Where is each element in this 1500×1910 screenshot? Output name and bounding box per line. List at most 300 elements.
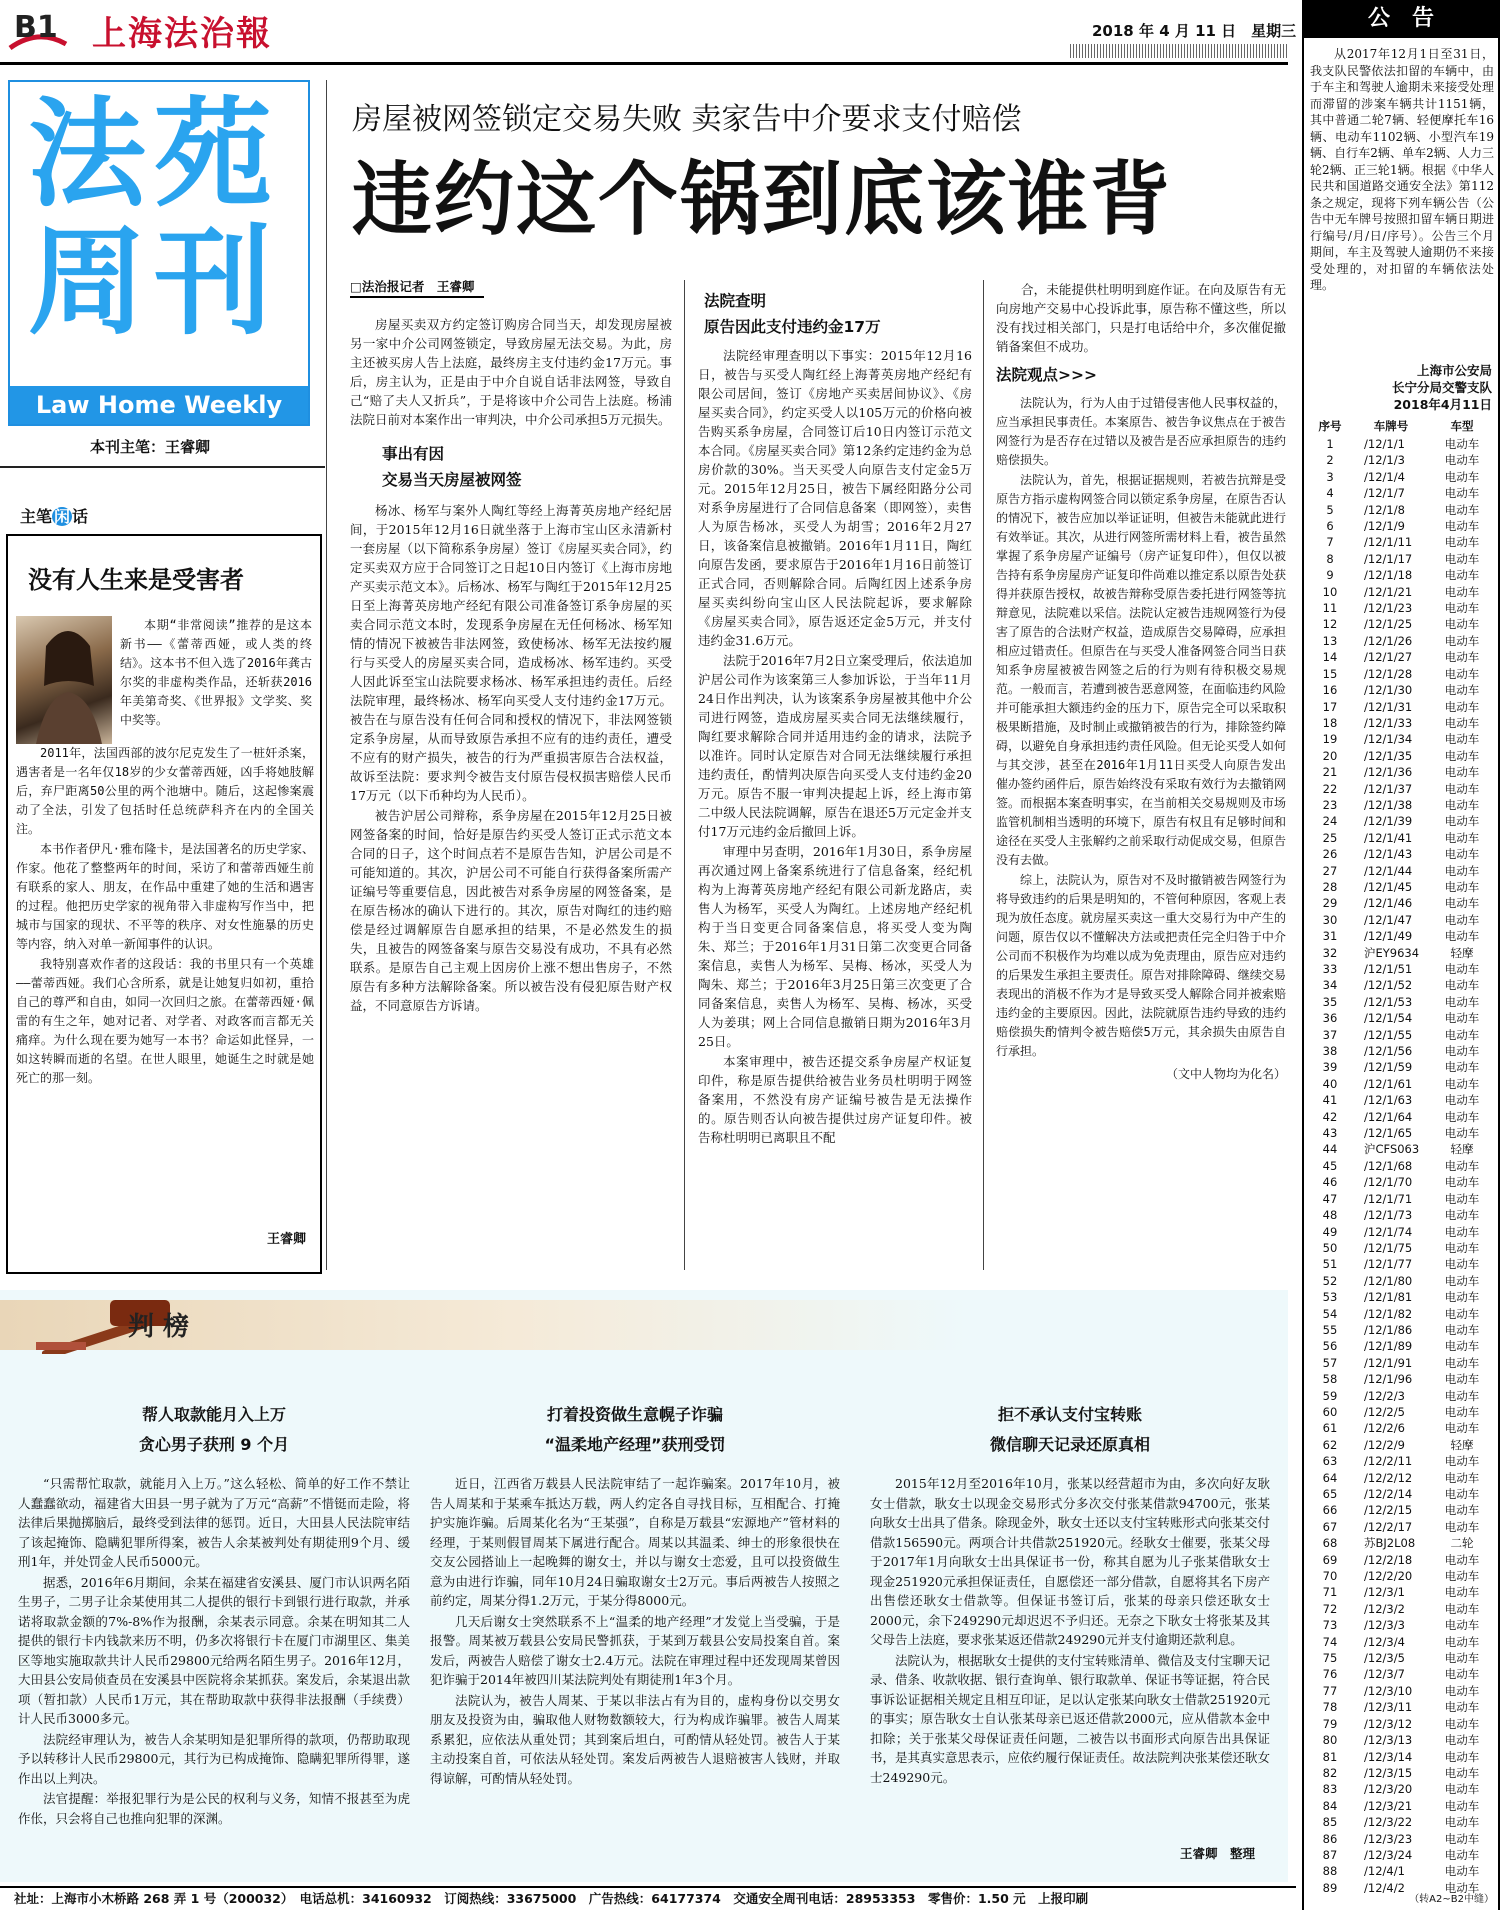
row-plate: /12/1/55: [1364, 1027, 1413, 1042]
row-plate: /12/3/10: [1364, 1683, 1413, 1698]
row-plate: /12/2/20: [1364, 1569, 1413, 1584]
row-type: 电动车: [1444, 1404, 1480, 1419]
row-no: 79: [1322, 1716, 1338, 1731]
sec1-head2: 交易当天房屋被网签: [382, 471, 522, 489]
row-plate: /12/1/86: [1364, 1322, 1413, 1337]
row-type: 轻摩: [1450, 1437, 1474, 1452]
row-plate: /12/1/49: [1364, 929, 1413, 944]
row-no: 31: [1322, 929, 1338, 944]
row-no: 65: [1322, 1487, 1338, 1501]
row-no: 55: [1322, 1322, 1338, 1337]
plate-row: [1310, 699, 1492, 715]
row-plate: /12/3/15: [1364, 1765, 1413, 1780]
row-plate: /12/1/3: [1364, 453, 1405, 468]
plate-row: [1310, 1420, 1492, 1436]
row-plate: /12/1/71: [1364, 1191, 1413, 1206]
row-type: 电动车: [1444, 1733, 1480, 1748]
main-col-2: [698, 288, 972, 1270]
plate-row: [1310, 928, 1492, 944]
row-type: 电动车: [1444, 535, 1480, 550]
row-plate: /12/1/63: [1364, 1093, 1413, 1108]
row-type: 电动车: [1444, 1487, 1480, 1501]
plate-row: [1310, 616, 1492, 632]
row-plate: /12/4/1: [1364, 1864, 1405, 1879]
row-no: 26: [1322, 847, 1338, 862]
plate-row: [1310, 1470, 1492, 1486]
plate-row: [1310, 1601, 1492, 1617]
byline-text: 法治报记者 王睿卿: [361, 279, 475, 294]
case-head2: 微信聊天记录还原真相: [989, 1435, 1150, 1454]
row-type: 电动车: [1444, 830, 1480, 845]
row-no: 67: [1322, 1519, 1338, 1534]
row-no: 66: [1322, 1503, 1338, 1518]
row-plate: /12/1/17: [1364, 551, 1413, 566]
row-plate: /12/1/82: [1364, 1306, 1413, 1321]
row-plate: /12/3/3: [1364, 1618, 1405, 1633]
plate-row: [1310, 1306, 1492, 1322]
row-no: 59: [1322, 1388, 1338, 1403]
row-plate: /12/1/70: [1364, 1175, 1413, 1190]
paragraph: 被告沪居公司辩称，系争房屋在2015年12月25日被网签备案的时间，恰好是原告约买受人签订正式示范文本合同的日子，这个时间点若不是原告告知，沪居公司是不可能知道的。其次，沪居公司不可能自行获得备案所需产证编号等重要信息，因此被告对系争房屋的网签备案，是在原告杨冰的确认下进行的。其次，原告对陶红的违约赔偿是经过调解原告自愿承担的结果，不是必然发生的损失，且被告的网签备案与原告交易没有成功，不具有必然联系。是原告自己主观上因房价上涨不想出售房子，不然原告有多种方法解除备案。所以被告没有侵犯原告财产权益，不同意原告方诉请。: [350, 808, 672, 1013]
row-plate: /12/1/44: [1364, 863, 1413, 878]
page-code-badge: [8, 8, 68, 56]
row-no: 5: [1326, 502, 1334, 517]
case-2: [430, 1400, 840, 1860]
paragraph: 法官提醒：举报犯罪行为是公民的权利与义务，知情不报甚至为虎作伥，只会将自己也推向犯罪的深渊。: [18, 1791, 410, 1826]
row-type: 电动车: [1444, 1076, 1480, 1091]
row-type: 电动车: [1444, 1815, 1480, 1830]
plate-row: [1310, 764, 1492, 780]
row-no: 58: [1322, 1372, 1338, 1387]
plate-row: [1310, 518, 1492, 534]
row-plate: /12/1/36: [1364, 765, 1413, 780]
paragraph: 据悉，2016年6月期间，余某在福建省安溪县、厦门市认识两名陌生男子，二男子让余某使用其二人提供的银行卡到银行进行取款，并承诺将取款金额的7%-8%作为报酬，余某表示同意。余某在明知其二人提供的银行卡内钱款来历不明，仍多次将银行卡在厦门市湖里区、集美区等地实施取款共计人民币29800元给两名陌生男子。2016年12月，大田县公安局侦查员在安溪县中医院将余某抓获。案发后，余某退出款项（暂扣款）人民币1万元，其在帮助取款中获得非法报酬（手续费）计人民币3000多元。: [18, 1574, 410, 1726]
plate-row: [1310, 1059, 1492, 1075]
plate-row: [1310, 1256, 1492, 1272]
plate-row: [1310, 1666, 1492, 1682]
plate-row: [1310, 551, 1492, 567]
row-no: 54: [1322, 1306, 1338, 1321]
paragraph: 综上，法院认为，原告对不及时撤销被告网签行为将导致违约的后果是明知的，不管何种原因，客观上表现为放任态度。就房屋买卖这一重大交易行为中产生的问题，原告仅以不懂解决方法或把责任完全归咎于中介公司而不积极作为均难以成为免责理由，原告应对违约的后果发生承担主要责任。原告对排除障碍、继续交易表现出的消极不作为才是导致买受人解除合同并被索赔违约金的主要原因。因此，法院就原告违约导致的违约赔偿损失酌情判令被告赔偿5万元，其余损失由原告自行承担。: [996, 873, 1286, 1058]
row-type: 电动车: [1444, 1388, 1480, 1403]
row-no: 75: [1322, 1651, 1338, 1666]
row-plate: /12/1/59: [1364, 1060, 1413, 1075]
paper-name: 上海法治報: [92, 14, 272, 54]
plate-row: [1310, 452, 1492, 468]
paragraph: 法院认为，根据耿女士提供的支付宝转账清单、微信及支付宝聊天记录、借条、收款收据、银行查询单、银行取款单、保证书等证据，符合民事诉讼证据相关规定且相互印证，足以认定张某向耿女士借款251920元的事实；原告耿女士自认张某母亲已返还借款2000元，应从借款本金中扣除；关于张某父母保证责任问题，二被告以书面形式向原告出具保证书，是其真实意思表示，应依约履行保证责任。故法院判决张某偿还耿女士249290元。: [870, 1652, 1270, 1785]
row-no: 80: [1322, 1733, 1338, 1748]
main-byline: [350, 278, 484, 298]
row-no: 82: [1322, 1765, 1338, 1780]
row-type: 电动车: [1444, 1224, 1480, 1239]
plate-row: [1310, 1584, 1492, 1600]
plate-row: [1310, 1027, 1492, 1043]
page-header: [0, 0, 1300, 62]
case-head1: 帮人取款能月入上万: [141, 1405, 286, 1424]
plate-table-wrap: [1310, 416, 1492, 1896]
row-type: 电动车: [1444, 650, 1480, 665]
row-no: 9: [1326, 568, 1334, 583]
row-plate: /12/1/8: [1364, 502, 1405, 517]
plate-row: [1310, 1224, 1492, 1240]
row-plate: /12/3/1: [1364, 1585, 1405, 1600]
plate-row: [1310, 1814, 1492, 1830]
row-type: 电动车: [1444, 1060, 1480, 1075]
plate-row: [1310, 1749, 1492, 1765]
plate-row: [1310, 813, 1492, 829]
row-no: 19: [1322, 732, 1338, 747]
row-type: 电动车: [1444, 879, 1480, 894]
row-type: 电动车: [1444, 1273, 1480, 1288]
row-type: 电动车: [1444, 1158, 1480, 1173]
row-no: 49: [1322, 1224, 1338, 1239]
row-plate: /12/1/89: [1364, 1339, 1413, 1354]
column-photo: [16, 616, 112, 744]
row-type: 电动车: [1444, 847, 1480, 862]
row-type: 轻摩: [1450, 1142, 1474, 1157]
plate-row: [1310, 1765, 1492, 1781]
plate-row: [1310, 600, 1492, 616]
main-col3-lead: [996, 280, 1286, 356]
notice-sign-2: 长宁分局交警支队: [1391, 380, 1492, 395]
row-plate: /12/1/43: [1364, 847, 1413, 862]
row-plate: /12/1/75: [1364, 1240, 1413, 1255]
row-plate: /12/1/27: [1364, 650, 1413, 665]
row-no: 68: [1322, 1536, 1338, 1551]
row-no: 81: [1322, 1749, 1338, 1764]
row-no: 14: [1322, 650, 1338, 665]
row-no: 23: [1322, 797, 1338, 812]
row-plate: /12/2/14: [1364, 1487, 1413, 1501]
row-plate: /12/1/54: [1364, 1011, 1413, 1026]
plate-row: [1310, 1519, 1492, 1535]
column-body: [16, 744, 314, 1220]
masthead-english: Law Home Weekly: [10, 386, 308, 424]
row-no: 53: [1322, 1290, 1338, 1305]
row-no: 76: [1322, 1667, 1338, 1682]
paragraph: 我特别喜欢作者的这段话：我的书里只有一个英雄——蕾蒂西娅。我们心含所系，就是让她复归如初，重拾自己的尊严和自由，如同一次回归之旅。在蕾蒂西娅·佩雷的有生之年，她对记者、对学者、对政客而言都无关痛痒。为什么现在要为她写一本书？命运如此怪异，一如这转瞬而逝的名望。在世人眼里，她诞生之时就是她死亡的那一刻。: [16, 957, 314, 1085]
row-no: 33: [1322, 962, 1338, 976]
plate-row: [1310, 1092, 1492, 1108]
row-no: 62: [1322, 1437, 1338, 1452]
plate-row: [1310, 977, 1492, 993]
col-rule-a: [326, 80, 327, 1270]
row-plate: /12/1/4: [1364, 469, 1405, 484]
row-type: 电动车: [1444, 633, 1480, 648]
row-plate: /12/1/64: [1364, 1109, 1413, 1124]
page-footer: [0, 1886, 1296, 1910]
page-code: B1: [14, 10, 58, 45]
row-type: 电动车: [1444, 765, 1480, 780]
row-plate: /12/1/25: [1364, 617, 1413, 632]
paragraph: 法院认为，行为人由于过错侵害他人民事权益的，应当承担民事责任。本案原告、被告争议焦点在于被告网签行为是否存在过错以及被告是否应承担原告的违约赔偿损失。: [996, 396, 1286, 467]
row-no: 37: [1322, 1027, 1338, 1042]
plate-row: [1310, 895, 1492, 911]
row-no: 15: [1322, 666, 1338, 681]
verdict-label: 判 榜: [128, 1312, 190, 1342]
row-no: 27: [1322, 863, 1338, 878]
row-type: 电动车: [1444, 584, 1480, 599]
row-type: 电动车: [1444, 1601, 1480, 1616]
row-no: 44: [1322, 1142, 1338, 1157]
row-plate: /12/2/6: [1364, 1421, 1405, 1436]
row-plate: /12/1/28: [1364, 666, 1413, 681]
plate-row: [1310, 1141, 1492, 1157]
row-plate: /12/2/17: [1364, 1519, 1413, 1534]
main-col3-body: [996, 394, 1286, 1061]
notice-sign: [1310, 362, 1492, 413]
case-3: [870, 1400, 1270, 1840]
row-type: 电动车: [1444, 1027, 1480, 1042]
plate-row: [1310, 1125, 1492, 1141]
plate-row: [1310, 1076, 1492, 1092]
row-plate: /12/1/7: [1364, 486, 1405, 501]
plate-row: [1310, 1634, 1492, 1650]
masthead-rule: [0, 466, 325, 468]
row-no: 39: [1322, 1060, 1338, 1075]
row-plate: /12/1/38: [1364, 797, 1413, 812]
row-no: 88: [1322, 1864, 1338, 1879]
column-para-top: 本期“非常阅读”推荐的是这本新书——《蕾蒂西娅，或人类的终结》。这本书不但入选了2016年龚古尔奖的非虚构类作品，还斩获2016年美第奇奖、《世界报》文学奖、奖中奖等。: [120, 618, 312, 727]
row-type: 二轮: [1450, 1536, 1474, 1551]
plate-row: [1310, 502, 1492, 518]
row-type: 电动车: [1444, 683, 1480, 698]
row-no: 84: [1322, 1798, 1338, 1813]
row-type: 电动车: [1444, 568, 1480, 583]
column-title: 没有人生来是受害者: [28, 566, 244, 594]
plate-row: [1310, 584, 1492, 600]
row-type: 电动车: [1444, 732, 1480, 747]
row-plate: /12/3/14: [1364, 1749, 1413, 1764]
paragraph: 近日，江西省万载县人民法院审结了一起诈骗案。2017年10月，被告人周某和于某乘车抵达万载，两人约定各自寻找目标，互相配合、打掩护实施诈骗。后周某化名为“王某强”，自称是万载县“宏源地产”管材料的经理，于某则假冒周某下属进行配合。周某以其温柔、绅士的形象很快在交友公园搭讪上一起晚舞的谢女士，并以与谢女士恋爱，且可以投资做生意为由进行诈骗，同年10月24日骗取谢女士2万元。事后两被告人按照之前约定，周某分得1.2万元，于某分得8000元。: [430, 1476, 840, 1608]
row-no: 87: [1322, 1847, 1338, 1862]
plate-row: [1310, 1552, 1492, 1568]
verdict-section: [0, 1290, 1288, 1882]
plate-row: [1310, 1158, 1492, 1174]
plate-row: [1310, 682, 1492, 698]
row-type: 电动车: [1444, 1126, 1480, 1141]
row-no: 50: [1322, 1240, 1338, 1255]
row-no: 78: [1322, 1700, 1338, 1715]
plate-row: [1310, 1535, 1492, 1551]
paragraph: 审理中另查明，2016年1月30日，系争房屋再次通过网上备案系统进行了信息备案，经纪机构为上海菁英房地产经纪有限公司新龙路店，卖售人为杨军，买受人为陶红。上述房地产经纪机构于当日变更合同备案信息，将买受人变为陶朱、郑兰；于2016年1月31日第二次变更合同备案信息，卖售人为杨军、吴梅、杨冰，买受人为陶朱、郑兰；于2016年3月25日第三次变更了合同备案信息，卖售人为杨军、吴梅、杨冰，买受人为姜琪；网上合同信息撤销日期为2016年3月25日。: [698, 844, 972, 1049]
row-type: 电动车: [1444, 1011, 1480, 1026]
row-plate: /12/1/46: [1364, 896, 1413, 911]
row-plate: /12/2/18: [1364, 1552, 1413, 1567]
row-type: 电动车: [1444, 699, 1480, 714]
row-type: 电动车: [1444, 1552, 1480, 1567]
row-type: 电动车: [1444, 666, 1480, 681]
paragraph: 2015年12月至2016年10月，张某以经营超市为由，多次向好友耿女士借款，耿女士以现金交易形式分多次交付张某借款94700元，张某向耿女士出具了借条。除现金外，耿女士还以支付宝转账形式向张某交付借款156590元。两项合计共借款251920元。经耿女士催要，张某父母于2017年1月向耿女士出具保证书一份，称其自愿为儿子张某借耿女士现金251920元承担保证责任，自愿偿还一部分借款，自愿将其名下房产出售偿还耿女士借款等。但保证书签订后，张某的母亲只偿还耿女士2000元，余下249290元却迟迟不予归还。无奈之下耿女士将张某及其父母告上法庭，要求张某返还借款249290元并支付逾期还款利息。: [870, 1476, 1270, 1647]
plate-row: [1310, 961, 1492, 977]
row-no: 69: [1322, 1552, 1338, 1567]
footer-text: 社址：上海市小木桥路 268 弄 1 号（200032） 电话总机：34160932 订阅热线：33675000 广告热线：64177374 交通安全周刊电话：28953353 零售价：1.50 元 上报印刷: [14, 1891, 1089, 1906]
plate-row: [1310, 1486, 1492, 1502]
row-no: 38: [1322, 1044, 1338, 1059]
row-plate: /12/1/65: [1364, 1126, 1413, 1141]
paragraph: 法院于2016年7月2日立案受理后，依法追加沪居公司作为该案第三人参加诉讼，于当年11月24日作出判决，认为该案系争房屋被其他中介公司进行网签，造成房屋买卖合同无法继续履行，陶红要求解除合同并适用违约金的请求，法院予以准许。同时认定原告对合同无法继续履行承担违约责任，酌情判决原告向买受人支付违约金20万元。原告不服一审判决提起上诉，经上海市第二中级人民法院调解，原告在退还5万元定金并支付17万元违约金后撤回上诉。: [698, 653, 972, 839]
row-type: 电动车: [1444, 1339, 1480, 1354]
masthead-title-1: 法苑: [28, 85, 281, 223]
col-rule-b: [684, 280, 685, 1270]
plate-row: [1310, 1109, 1492, 1125]
row-no: 10: [1322, 584, 1338, 599]
plate-row: [1310, 1781, 1492, 1797]
row-no: 13: [1322, 633, 1338, 648]
row-no: 77: [1322, 1683, 1338, 1698]
row-type: 电动车: [1444, 748, 1480, 763]
row-type: 电动车: [1444, 1749, 1480, 1764]
row-plate: /12/1/30: [1364, 683, 1413, 698]
row-no: 48: [1322, 1208, 1338, 1223]
row-plate: /12/2/5: [1364, 1404, 1405, 1419]
row-type: 电动车: [1444, 715, 1480, 730]
row-no: 63: [1322, 1454, 1338, 1469]
paragraph: 房屋买卖双方约定签订购房合同当天，却发现房屋被另一家中介公司网签锁定，导致房屋无法交易。为此，房主还被买房人告上法庭，最终房主支付违约金17万元。事后，房主认为，正是由于中介自说自话非法网签，导致自己“赔了夫人又折兵”，于是将该中介公司告上法庭。杨浦法院日前对本案作出一审判决，中介公司承担5万元损失。: [350, 317, 672, 427]
row-type: 电动车: [1444, 1044, 1480, 1059]
row-plate: /12/1/91: [1364, 1355, 1413, 1370]
row-no: 24: [1322, 814, 1338, 829]
paragraph: 几天后谢女士突然联系不上“温柔的地产经理”才发觉上当受骗，于是报警。周某被万载县公安局民警抓获，于某到万载县公安局投案自首。案发后，两被告人赔偿了谢女士2.4万元。法院在审理过程中还发现周某曾因犯诈骗于2014年被四川某法院判处有期徒刑1年3个月。: [430, 1613, 840, 1687]
row-type: 电动车: [1444, 1667, 1480, 1682]
row-type: 电动车: [1444, 1109, 1480, 1124]
plate-row: [1310, 1502, 1492, 1518]
row-plate: /12/3/13: [1364, 1733, 1413, 1748]
row-plate: /12/1/1: [1364, 437, 1405, 451]
column-top-text: [120, 616, 312, 746]
plate-row: [1310, 436, 1492, 452]
row-no: 35: [1322, 994, 1338, 1009]
plate-row: [1310, 1716, 1492, 1732]
col-plate-header: 车牌号: [1373, 419, 1409, 433]
row-plate: /12/3/24: [1364, 1847, 1413, 1862]
plate-row: [1310, 781, 1492, 797]
notice-body: [1310, 46, 1494, 406]
paragraph: 杨冰、杨军与案外人陶红等经上海菁英房地产经纪居间，于2015年12月16日就坐落于上海市宝山区永清新村一套房屋（以下简称系争房屋）签订《房屋买卖合同》，约定买卖双方应于合同签订之日起10日内签订《上海市房地产买卖示范文本》。后杨冰、杨军与陶红于2015年12月25日至上海菁英房地产经纪有限公司准备签订系争房屋的买卖合同示范文本时，发现系争房屋在无任何杨冰、杨军知情的情况下被被告非法网签，致使杨冰、杨军无法按约履行与买受人的房屋买卖合同，造成杨冰、杨军违约。买受人因此诉至宝山法院要求杨冰、杨军承担违约责任。后经法院审理，最终杨冰、杨军向买受人支付违约金17万元。被告在与原告没有任何合同和授权的情况下，非法网签锁定系争房屋，从而导致原告承担不应有的违约责任，遭受不应有的财产损失，被告的行为严重损害原告合法权益，故诉至法院：要求判令被告支付原告侵权损害赔偿人民币17万元（以下币种均为人民币）。: [350, 503, 672, 803]
row-plate: /12/1/9: [1364, 519, 1405, 534]
plate-row: [1310, 1453, 1492, 1469]
plate-row: [1310, 1240, 1492, 1256]
row-no: 56: [1322, 1339, 1338, 1354]
plate-row: [1310, 863, 1492, 879]
plate-row: [1310, 567, 1492, 583]
row-type: 电动车: [1444, 1618, 1480, 1633]
row-plate: /12/1/26: [1364, 633, 1413, 648]
paragraph: 法院经审理查明以下事实：2015年12月16日，被告与买受人陶红经上海菁英房地产经纪有限公司居间，签订《房地产买卖居间协议》、《房屋买卖合同》，约定买受人以105万元的价格向被告购买系争房屋，合同签订后10日内签订示范文本合同。《房屋买卖合同》第12条约定违约金为总房价款的30%。当天买受人向原告支付定金5万元。2015年12月25日，被告下属经阳路分公司对系争房屋进行了合同信息备案（即网签），卖售人为原告杨冰，买受人为胡雪；2016年2月27日，该备案信息被撤销。2016年1月11日，陶红向原告发函，要求原告于2016年1月16日前签订正式合同，否则解除合同。后陶红因上述系争房屋买卖纠纷向宝山区人民法院起诉，要求解除《房屋买卖合同》，原告返还定金5万元，并支付违约金31.6万元。: [698, 348, 972, 648]
row-no: 18: [1322, 715, 1338, 730]
verdict-credit: 王睿卿 整理: [1180, 1846, 1256, 1861]
row-plate: 沪CFS063: [1364, 1142, 1420, 1157]
plate-row: [1310, 1355, 1492, 1371]
row-plate: 苏BJ2L08: [1364, 1536, 1416, 1551]
row-plate: /12/3/4: [1364, 1634, 1405, 1649]
row-no: 47: [1322, 1191, 1338, 1206]
row-type: 电动车: [1444, 797, 1480, 812]
row-type: 电动车: [1444, 1634, 1480, 1649]
row-no: 83: [1322, 1782, 1338, 1797]
col-rule-c: [983, 280, 984, 1270]
masthead-title-2: 周刊: [28, 213, 281, 351]
row-type: 电动车: [1444, 1454, 1480, 1469]
row-type: 电动车: [1444, 519, 1480, 534]
row-no: 71: [1322, 1585, 1338, 1600]
paragraph: 本案审理中，被告还提交系争房屋产权证复印件，称是原告提供给被告业务员杜明明于网签备案用，不然没有房产证编号被告是无法操作的。原告则否认向被告提供过房产证复印件。被告称杜明明已离职且不配: [698, 1054, 972, 1145]
row-type: 电动车: [1444, 912, 1480, 927]
row-no: 46: [1322, 1175, 1338, 1190]
plate-row: [1310, 846, 1492, 862]
plate-row: [1310, 1732, 1492, 1748]
column-tag-1: 主笔: [20, 507, 53, 526]
plate-row: [1310, 1322, 1492, 1338]
row-type: 电动车: [1444, 929, 1480, 944]
row-plate: /12/1/33: [1364, 715, 1413, 730]
main-footnote: （文中人物均为化名）: [1165, 1067, 1286, 1081]
header-bottom-rule: [0, 62, 1288, 65]
row-type: 电动车: [1444, 1651, 1480, 1666]
col-no-header: 序号: [1318, 419, 1342, 433]
plate-row: [1310, 715, 1492, 731]
row-type: 电动车: [1444, 551, 1480, 566]
row-type: 电动车: [1444, 1880, 1480, 1895]
row-plate: /12/2/3: [1364, 1388, 1405, 1403]
row-type: 轻摩: [1450, 945, 1474, 960]
plate-row: [1310, 1617, 1492, 1633]
main-title: 违约这个锅到底该谁背: [352, 153, 1172, 246]
row-type: 电动车: [1444, 437, 1480, 451]
sec1-head1: 事出有因: [382, 445, 445, 463]
row-plate: /12/1/81: [1364, 1290, 1413, 1305]
row-plate: /12/1/18: [1364, 568, 1413, 583]
row-type: 电动车: [1444, 994, 1480, 1009]
row-plate: /12/1/23: [1364, 601, 1413, 616]
row-plate: /12/1/68: [1364, 1158, 1413, 1173]
plate-row: [1310, 1273, 1492, 1289]
notice-title: 公 告: [1304, 0, 1498, 38]
plate-row: [1310, 797, 1492, 813]
plate-row: [1310, 1207, 1492, 1223]
row-type: 电动车: [1444, 1569, 1480, 1584]
row-type: 电动车: [1444, 1716, 1480, 1731]
row-type: 电动车: [1444, 486, 1480, 501]
row-type: 电动车: [1444, 978, 1480, 993]
plate-row: [1310, 1191, 1492, 1207]
row-type: 电动车: [1444, 896, 1480, 911]
row-no: 42: [1322, 1109, 1338, 1124]
sec3-head: 法院观点>>>: [996, 366, 1097, 384]
case-1: [18, 1400, 410, 1860]
row-plate: /12/3/12: [1364, 1716, 1413, 1731]
row-no: 22: [1322, 781, 1338, 796]
notice-sign-1: 上海市公安局: [1416, 363, 1492, 378]
row-no: 4: [1326, 486, 1334, 501]
row-plate: /12/1/11: [1364, 535, 1413, 550]
row-type: 电动车: [1444, 1175, 1480, 1190]
plate-row: [1310, 1568, 1492, 1584]
plate-row: [1310, 1650, 1492, 1666]
column-tag-2: 闲: [54, 507, 71, 526]
row-type: 电动车: [1444, 1782, 1480, 1797]
plate-row: [1310, 649, 1492, 665]
main-col-1: [350, 315, 672, 1275]
row-no: 89: [1322, 1880, 1338, 1895]
row-type: 电动车: [1444, 1683, 1480, 1698]
plate-row: [1310, 1010, 1492, 1026]
paragraph: 法院经审理认为，被告人余某明知是犯罪所得的款项，仍帮助取现予以转移计人民币29800元，其行为已构成掩饰、隐瞒犯罪所得罪，遂作出以上判决。: [18, 1731, 410, 1786]
row-plate: /12/1/61: [1364, 1076, 1413, 1091]
plate-row: [1310, 1404, 1492, 1420]
verdict-band: [0, 1300, 1288, 1350]
row-type: 电动车: [1444, 814, 1480, 829]
